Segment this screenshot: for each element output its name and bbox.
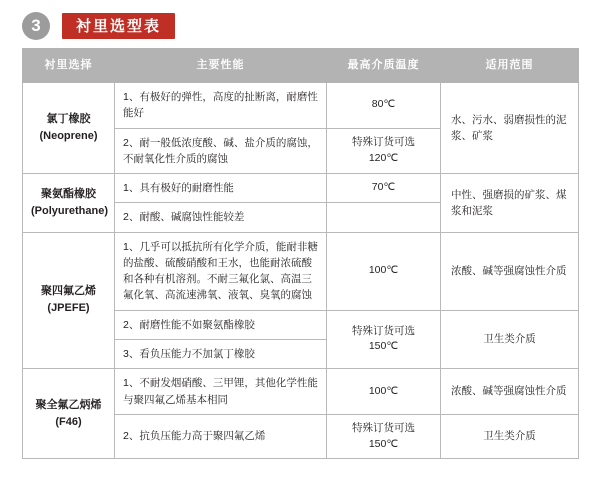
performance-cell: 1、不耐发烟硝酸、三甲锂，其他化学性能与聚四氟乙烯基本相同 (115, 369, 327, 415)
performance-cell: 1、具有极好的耐磨性能 (115, 174, 327, 203)
lining-name-cell: 氯丁橡胶 (Neoprene) (23, 83, 115, 174)
lining-selection-table (22, 48, 579, 459)
application-scope-cell: 中性、强磨损的矿浆、煤浆和泥浆 (441, 174, 579, 233)
lining-name-cell: 聚氨酯橡胶 (Polyurethane) (23, 174, 115, 233)
application-scope-cell: 浓酸、碱等强腐蚀性介质 (441, 232, 579, 310)
lining-name-cell: 聚四氟乙烯 (JPEFE) (23, 232, 115, 369)
table-header (23, 49, 579, 83)
max-temperature-cell: 100℃ (327, 232, 441, 310)
application-scope-cell: 浓酸、碱等强腐蚀性介质 (441, 369, 579, 415)
column-header-application: 适用范围 (441, 49, 579, 83)
max-temperature-cell: 100℃ (327, 369, 441, 415)
performance-cell: 2、耐磨性能不如聚氨酯橡胶 (115, 310, 327, 339)
page-header (0, 0, 600, 42)
performance-cell: 2、耐酸、碱腐蚀性能较差 (115, 203, 327, 232)
table-row (23, 232, 579, 310)
max-temperature-cell: 80℃ (327, 83, 441, 129)
table-row (23, 369, 579, 415)
section-title-bar (62, 13, 175, 39)
table-container (0, 42, 600, 459)
performance-cell: 1、有极好的弹性，高度的扯断离，耐磨性能好 (115, 83, 327, 129)
table-body (23, 83, 579, 459)
table-header-row (23, 49, 579, 83)
column-header-performance: 主要性能 (115, 49, 327, 83)
application-scope-cell: 卫生类介质 (441, 414, 579, 459)
max-temperature-cell: 特殊订货可选 120℃ (327, 128, 441, 174)
section-number-badge: 3 (22, 12, 50, 40)
column-header-lining: 衬里选择 (23, 49, 115, 83)
max-temperature-cell: 70℃ (327, 174, 441, 203)
column-header-max-temperature: 最高介质温度 (327, 49, 441, 83)
application-scope-cell: 水、污水、弱磨损性的泥浆、矿浆 (441, 83, 579, 174)
table-row (23, 174, 579, 203)
max-temperature-cell: 特殊订货可选 150℃ (327, 414, 441, 459)
max-temperature-cell: 特殊订货可选 150℃ (327, 310, 441, 369)
table-row (23, 83, 579, 129)
performance-cell: 2、耐一般低浓度酸、碱、盐介质的腐蚀，不耐氧化性介质的腐蚀 (115, 128, 327, 174)
lining-name-cell: 聚全氟乙炳烯 (F46) (23, 369, 115, 459)
application-scope-cell: 卫生类介质 (441, 310, 579, 369)
performance-cell: 1、几乎可以抵抗所有化学介质，能耐非糖的盐酸、硫酸硝酸和王水，也能耐浓硫酸和各种有机溶剂。不耐三氟化氯、高温三氟化氧、高流速沸氧、液氧、臭氧的腐蚀 (115, 232, 327, 310)
performance-cell: 2、抗负压能力高于聚四氟乙烯 (115, 414, 327, 459)
page-title: 衬里选型表 (76, 17, 162, 35)
performance-cell: 3、看负压能力不加氯丁橡胶 (115, 339, 327, 368)
